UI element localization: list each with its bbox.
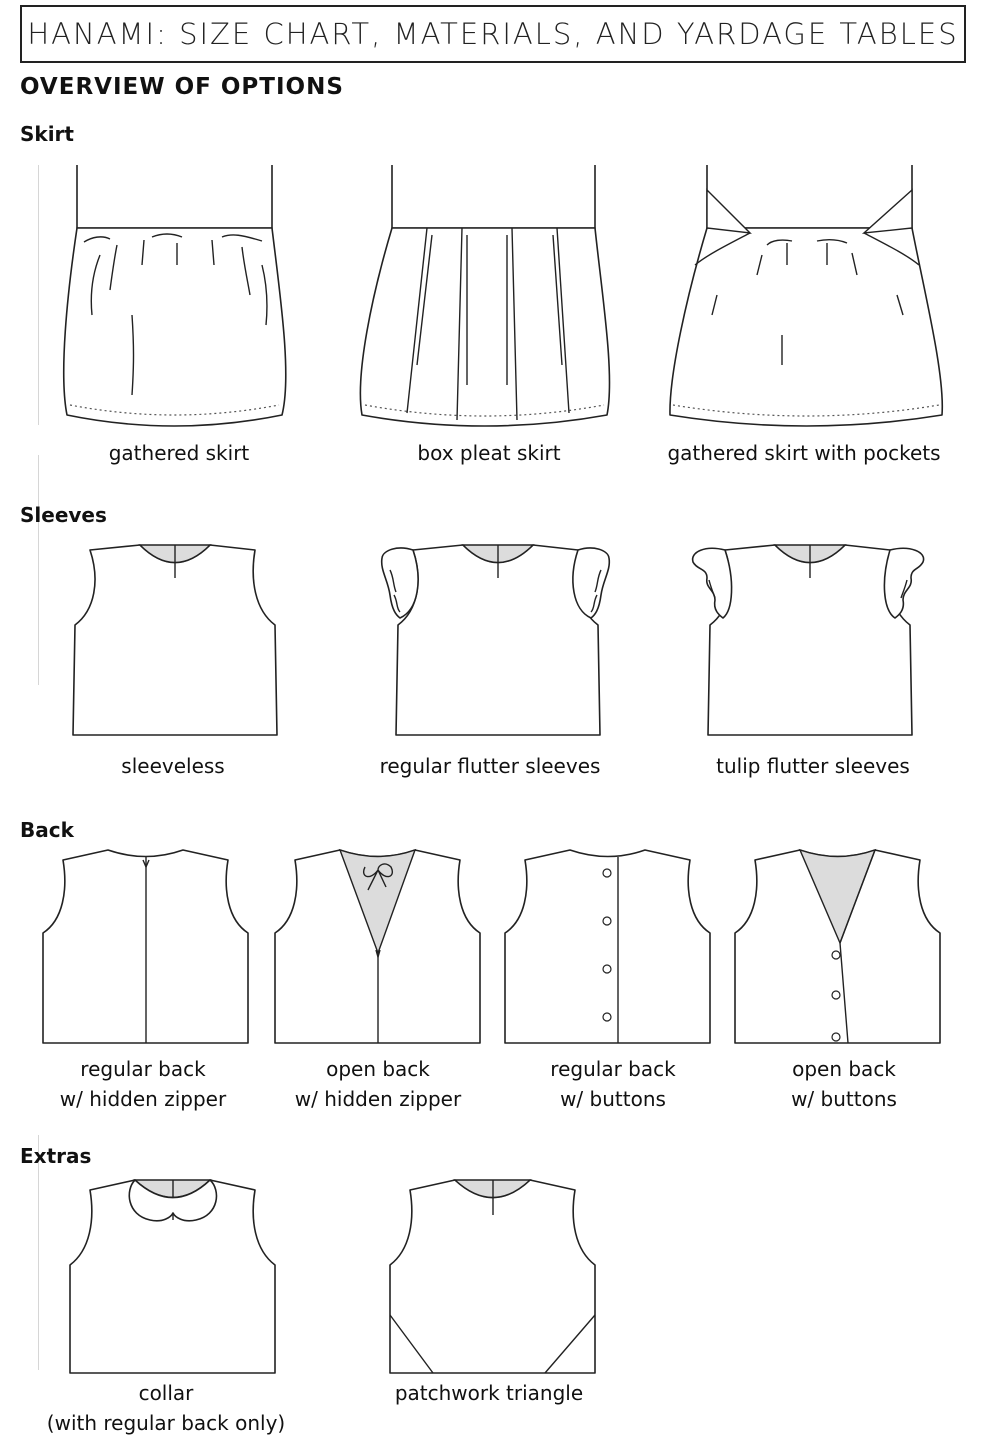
tulip-flutter-sleeves-illustration <box>685 540 935 740</box>
extras-caption-patchwork-triangle: patchwork triangle <box>394 1381 584 1405</box>
extras-caption-line1: collar <box>138 1381 194 1405</box>
sleeves-caption-sleeveless: sleeveless <box>121 754 225 778</box>
sleeveless-bodice-illustration <box>65 540 285 740</box>
divider-rule <box>38 165 39 425</box>
open-back-buttons-illustration <box>730 845 945 1050</box>
section-heading-extras: Extras <box>20 1144 92 1168</box>
back-caption-line1: open back <box>792 1057 896 1081</box>
back-caption-line2: w/ buttons <box>560 1087 666 1111</box>
patchwork-triangle-bodice-illustration <box>385 1175 600 1380</box>
skirt-caption-gathered: gathered skirt <box>108 441 250 465</box>
back-caption-open-zipper <box>295 1054 461 1114</box>
back-caption-line1: open back <box>326 1057 430 1081</box>
sleeves-caption-regular-flutter: regular flutter sleeves <box>379 754 601 778</box>
regular-back-buttons-illustration <box>500 845 715 1050</box>
box-pleat-skirt-illustration <box>357 165 612 437</box>
regular-flutter-sleeves-illustration <box>378 540 618 740</box>
extras-caption-line2: (with regular back only) <box>46 1411 286 1435</box>
collar-bodice-illustration <box>65 1175 280 1380</box>
back-caption-open-buttons <box>791 1054 897 1114</box>
back-caption-regular-zipper <box>60 1054 226 1114</box>
title-box <box>20 5 966 63</box>
gathered-skirt-illustration <box>62 165 287 437</box>
skirt-caption-box-pleat: box pleat skirt <box>417 441 561 465</box>
section-heading-sleeves: Sleeves <box>20 503 107 527</box>
extras-caption-collar <box>47 1378 285 1438</box>
back-caption-regular-buttons <box>550 1054 675 1114</box>
back-caption-line1: regular back <box>550 1057 676 1081</box>
skirt-caption-with-pockets: gathered skirt with pockets <box>667 441 941 465</box>
section-heading-skirt: Skirt <box>20 122 74 146</box>
back-caption-line1: regular back <box>80 1057 206 1081</box>
section-heading-back: Back <box>20 818 74 842</box>
back-caption-line2: w/ buttons <box>791 1087 897 1111</box>
sleeves-caption-tulip-flutter: tulip flutter sleeves <box>716 754 910 778</box>
regular-back-hidden-zipper-illustration <box>38 845 253 1050</box>
page-title: HANAMI: SIZE CHART, MATERIALS, AND YARDAGE TABLES <box>27 17 959 51</box>
divider-rule <box>38 1135 39 1370</box>
divider-rule <box>38 455 39 685</box>
page-subtitle: OVERVIEW OF OPTIONS <box>20 74 344 100</box>
back-caption-line2: w/ hidden zipper <box>59 1087 227 1111</box>
gathered-skirt-with-pockets-illustration <box>667 165 947 437</box>
back-caption-line2: w/ hidden zipper <box>294 1087 462 1111</box>
open-back-hidden-zipper-illustration <box>270 845 485 1050</box>
